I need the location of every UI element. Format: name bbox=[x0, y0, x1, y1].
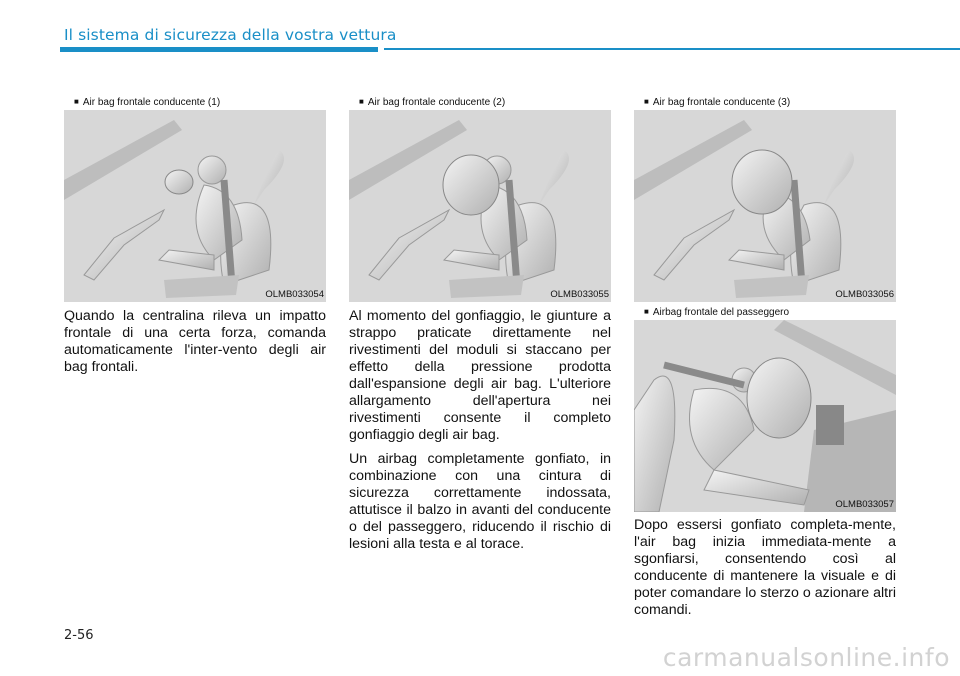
figure-caption: Air bag frontale conducente (2) bbox=[367, 97, 506, 108]
figure-caption: Air bag frontale conducente (3) bbox=[652, 97, 791, 108]
column-1-text bbox=[64, 308, 326, 383]
figure-driver-airbag-1 bbox=[64, 96, 326, 302]
paragraph: Dopo essersi gonfiato completa-mente, l'air bag inizia immediata-mente a sgonfiarsi, consentendo così al conducente di mantenere la visuale e di poter comandare lo sterzo o azionare altri comandi. bbox=[634, 517, 896, 618]
bullet-square-icon: ■ bbox=[644, 97, 649, 106]
driver-airbag-illustration bbox=[64, 110, 326, 302]
header-rule bbox=[384, 48, 960, 50]
paragraph: Quando la centralina rileva un impatto frontale di una certa forza, comanda automaticamente l'inter-vento degli air bag frontali. bbox=[64, 308, 326, 375]
figure-code: OLMB033056 bbox=[835, 289, 894, 300]
column-3-text bbox=[634, 517, 896, 626]
figure-passenger-airbag bbox=[634, 306, 896, 512]
bullet-square-icon: ■ bbox=[359, 97, 364, 106]
page-number: 2-56 bbox=[64, 628, 94, 643]
figure-caption: Air bag frontale conducente (1) bbox=[82, 97, 221, 108]
figure-driver-airbag-2 bbox=[349, 96, 611, 302]
driver-airbag-illustration bbox=[634, 110, 896, 302]
bullet-square-icon: ■ bbox=[74, 97, 79, 106]
figure-code: OLMB033055 bbox=[550, 289, 609, 300]
watermark-logo: carmanualsonline.info bbox=[662, 643, 950, 672]
figure-code: OLMB033054 bbox=[265, 289, 324, 300]
section-title: Il sistema di sicurezza della vostra vettura bbox=[64, 26, 397, 44]
paragraph: Al momento del gonfiaggio, le giunture a strappo praticate direttamente nel rivestimenti del moduli si staccano per effetto della pressione prodotta dall'espansione degli air bag. L'ulteriore allargamento dell'apertura nei rivestimenti consente il completo gonfiaggio degli air bag. bbox=[349, 308, 611, 443]
header-accent-bar bbox=[60, 47, 378, 52]
driver-airbag-illustration bbox=[349, 110, 611, 302]
bullet-square-icon: ■ bbox=[644, 307, 649, 316]
figure-driver-airbag-3 bbox=[634, 96, 896, 302]
figure-code: OLMB033057 bbox=[835, 499, 894, 510]
column-2-text bbox=[349, 308, 611, 560]
figure-caption: Airbag frontale del passeggero bbox=[652, 307, 790, 318]
paragraph: Un airbag completamente gonfiato, in combinazione con una cintura di sicurezza correttamente indossata, attutisce il balzo in avanti del conducente o del passeggero, riducendo il rischio di lesioni alla testa e al torace. bbox=[349, 451, 611, 552]
passenger-airbag-illustration bbox=[634, 320, 896, 512]
